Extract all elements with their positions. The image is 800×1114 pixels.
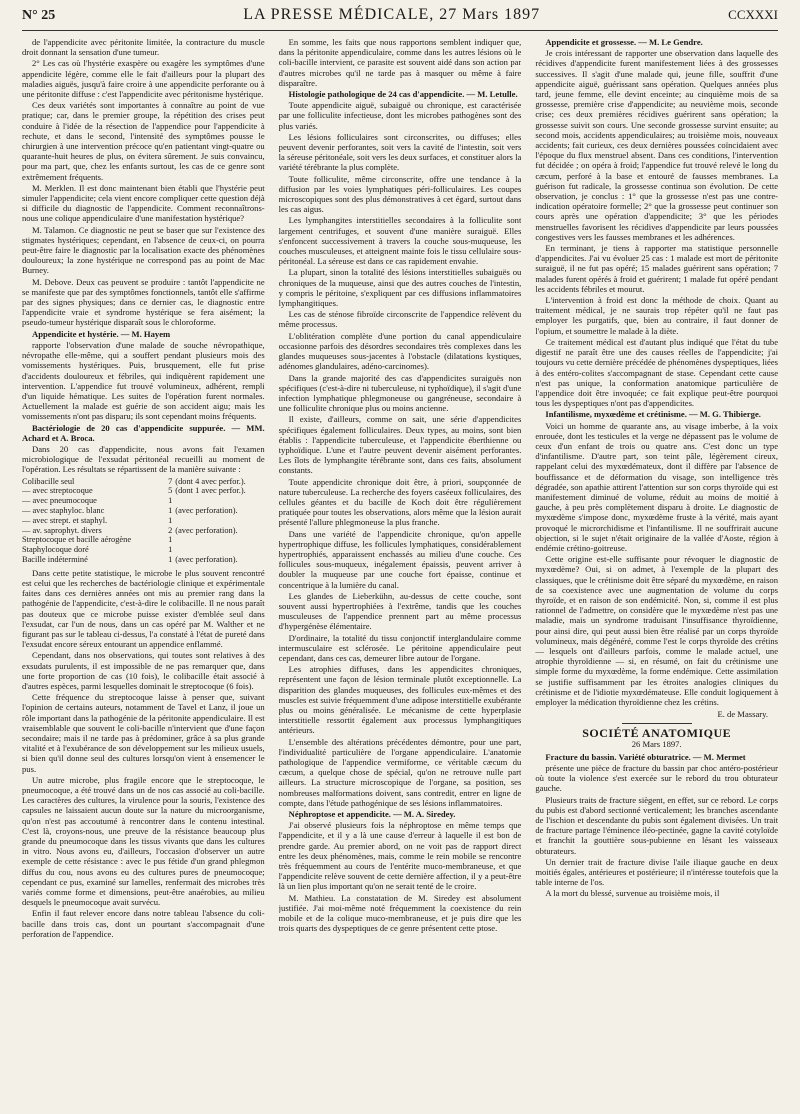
paragraph: Dans 20 cas d'appendicite, nous avons fait l'examen microbiologique de l'exsudat péritonéal recueilli au moment de l'opération. Les résultats se répartissent de la manière suivante : (22, 443, 265, 475)
paragraph-mathieu: M. Mathieu. La constatation de M. Siredey est absolument justifiée. J'ai moi-même noté fréquemment la coexistence du rein mobile et de la colique muco-membraneuse, et je puis dire que les trois quarts des dyspeptiques de ce genre présentent cette ptose. (278, 892, 522, 934)
paragraph: Un dernier trait de fracture divise l'aile iliaque gauche en deux moitiés égales, antérieures et postérieure; il n'intéresse toutefois que la table interne de l'os. (535, 856, 779, 888)
paragraph: Dans une variété de l'appendicite chronique, qu'on appelle hypertrophique diffuse, les follicules lymphatiques, considérablement hypertrophiés, apparaissent enchassés au milieu d'une couche. Ces follicules sous-muqueux, inégalement épaissis, peuvent arriver à doubler la muqueuse par une couche fort épaisse, continue et concentrique à la lumière du canal. (278, 528, 522, 590)
paragraph: Toute appendicite aiguë, subaiguë ou chronique, est caractérisée par une folliculite infectieuse, dont les microbes pathogènes sont des plus variés. (278, 100, 522, 131)
table-row (22, 496, 265, 506)
paragraph-merklen: M. Merklen. Il est donc maintenant bien établi que l'hystérie peut simuler l'appendicite; cela vient encore compliquer cette question déjà si difficile du diagnostic de l'appendicite. Comment reconnaîtrons-nous une colique appendiculaire d'une manifestation hystérique? (22, 182, 265, 224)
paragraph: Les glandes de Lieberkühn, au-dessus de cette couche, sont souvent aussi hypertrophiées à l'extrême, tandis que les couches musculeuses de l'appendice prennent part au même processus d'hypergénèse élémentaire. (278, 590, 522, 632)
stat-note: (dont 4 avec perfor.). (175, 476, 246, 486)
stat-count: 1 (168, 535, 173, 545)
paragraph-talamon: M. Talamon. Ce diagnostic ne peut se baser que sur l'existence des stigmates hystériques; cependant, en l'absence de ceux-ci, on pourra peut-être faire le diagnostic par la localisation exacte des phénomènes douloureux; la zone hystérique ne correspond pas au point de Mac Burney. (22, 224, 265, 276)
section-title: Histologie pathologique de 24 cas d'appendicite. — M. Letulle. (288, 89, 518, 100)
stat-count: 1 (168, 545, 173, 555)
statistics-table (22, 477, 265, 565)
society-heading: SOCIÉTÉ ANATOMIQUE (582, 726, 732, 741)
paragraph: Les lymphangites interstitielles secondaires à la folliculite sont largement centrifuges, et souvent d'une manière suraiguë. Elles s'enfoncent successivement à travers la couche sous-muqueuse, les couches musculeuses, et atteignent mainte fois le tissu cellulaire sous-péritonéal. La séreuse est dans ce cas rapidement envahie. (278, 215, 522, 267)
paragraph: Enfin il faut relever encore dans notre tableau l'absence du coli-bacille dans trois cas, dont un pourtant s'accompagnait d'une perforation de l'appendice. (22, 908, 265, 939)
stat-count: 2 (168, 525, 173, 535)
stat-count: 5 (168, 486, 173, 496)
paragraph: 2° Les cas où l'hystérie exaspère ou exagère les symptômes d'une appendicite légère, comme elle le fait d'ailleurs pour la plupart des maladies aiguës, jusqu'à faire croire à une appendicite perforante ou à une péritonite diffuse : c'est l'appendicite avec péritonisme hystérique. (22, 58, 265, 100)
stat-label: Streptocoque et bacille aérogène (22, 535, 132, 545)
paragraph: Cependant, dans nos observations, qui toutes sont relatives à des exsudats purulents, il est impossible de ne pas remarquer que, dans une forte proportion de cas (10 fois), le colibacille était associé à d'autres espèces, parmi lesquelles dominait le streptocoque (6 fois). (22, 650, 265, 691)
paragraph: En somme, les faits que nous rapportons semblent indiquer que, dans la péritonite appendiculaire, comme dans les autres lésions où le coli-bacille intervient, ce parasite est souvent aidé dans son action par d'autres microbes qu'il ne tarde pas à masquer ou même à faire disparaître. (278, 37, 522, 88)
paragraph: Il existe, d'ailleurs, comme on sait, une série d'appendicites spécifiques également folliculaires. Deux types, au moins, sont bien établis : l'appendicite tuberculeuse, et l'appendicite éberthienne ou typhoïdique. L'une et l'autre peuvent devenir aisément perforantes. Les îlots de lymphangite térébrante sont, dans ces faits, absolument constants. (278, 414, 522, 476)
table-row (22, 555, 265, 565)
paragraph: L'oblitération complète d'une portion du canal appendiculaire occasionne parfois des désordres secondaires très complexes dans les glandes muqueuses sous-jacentes à l'obstacle (dilatations kystiques, adénomes glandulaires, adéno-carcinomes). (278, 330, 522, 372)
stat-note: (avec perforation). (175, 525, 238, 535)
paragraph: La plupart, sinon la totalité des lésions interstitielles subaiguës ou chroniques de la muqueuse, ainsi que des autres couches de l'intestin, y compris le péritoine, s'expliquent par ces diffusions inflammatoires lymphangitiques. (278, 267, 522, 309)
stat-label: Colibacille seul (22, 476, 75, 486)
stat-note: (avec perforation). (175, 505, 238, 515)
paragraph: Ces deux variétés sont importantes à connaître au point de vue pratique; car, dans le premier groupe, la répétition des crises peut conduire à l'idée de la résection de l'appendice pour l'appendicite à rechute, et dans le second, l'intensité des symptômes pousse le chirurgien à une intervention précoce qu'en patientant vingt-quatre ou quarante-huit heures de plus, on évitera sûrement. Je suis convaincu, pour ma part, que, chez les enfants surtout, les cas de ce genre sont extrêmement fréquents. (22, 100, 265, 182)
table-row (22, 545, 265, 555)
paragraph: L'intervention à froid est donc la méthode de choix. Quant au traitement médical, je ne saurais trop répéter qu'il ne faut pas employer les purgatifs, que, bien au contraire, il faut donner de l'opium, et soumettre le malade à la diète. (535, 295, 779, 336)
stat-note (175, 535, 264, 545)
stat-note (175, 516, 264, 526)
paragraph: Un autre microbe, plus fragile encore que le streptocoque, le pneumocoque, a été trouvé dans un de nos cas associé au coli-bacille. Les caractères des cultures, la virulence pour la souris, l'existence des capsules ne laissaient aucun doute sur la nature du microorganisme, qu'on n'est pas accoutumé à rencontrer dans le contenu intestinal. C'est là, croyons-nous, une preuve de la résistance beaucoup plus grande du pneumocoque dans les tissus vivants que dans les cultures in vitro. Nous avons eu, d'ailleurs, l'occasion d'observer un autre exemple de cette résistance : avec le pus fétide d'un grand phlegmon diffus du cou, nous avons eu des cultures pures de pneumocoque; cependant ce pus, examiné sur lamelles, renfermait des microbes très variés comme forme et dimensions, peut-être anaérobies, au milieu desquels le pneumocoque avait survécu. (22, 774, 265, 908)
paragraph: Cette origine est-elle suffisante pour révoquer le diagnostic de myxœdème? Oui, si on admet, à l'exemple de la plupart des classiques, que le crétinisme doit être séparé du myxœdème, en raison de sa coexistence avec une augmentation de volume du corps thyroïde, et en raison de son endémicité. Non, si, comme il est plus rationnel de l'admettre, on considère que le myxœdème n'est pas une maladie, mais un syndrome traduisant l'insuffisance thyroïdienne, pour ainsi dire, qui peut aussi bien être réalisé par un corps thyroïde volumineux, mais dégénéré, comme l'est le corps thyroïde des crétins — lesquels ont d'ailleurs parfois, comme le malade actuel, une atrophie thyroïdienne — si, en résumé, on fait du crétinisme une simple forme du myxœdème, la forme endémique. Cette assimilation se justifie suffisamment par les étroites analogies cliniques du crétinisme et de l'idiotie myxœdémateuse. Elle conduit logiquement à employer la médication thyroïdienne chez les crétins. (535, 554, 779, 707)
stat-label: Bacille indéterminé (22, 554, 88, 564)
paragraph: Voici un homme de quarante ans, au visage imberbe, à la voix enrouée, dont les testicules et la verge ne dépassent pas le volume de ceux d'un enfant de trois ou quatre ans. C'est donc un type d'infantilisme. D'autre part, son teint pâle, légèrement cireux, rappelant celui des myxœdémateux, dont il diffère par l'absence de bouffissance et de déformation du visage, son intelligence très dégradée, son apathie attirent l'attention sur son corps thyroïde qui est manifestement diminué de volume, réduit au moins de moitié à gauche, à peu près complètement disparu à droite. Le diagnostic de myxœdème s'impose donc, myxœdème fruste à la vérité, mais ayant provoqué le microrchidisme et l'infantilisme. Il ne souffrirait aucune objection, si le sujet n'était originaire de la vallée d'Aoste, région à endémie crétino-goitreuse. (535, 420, 779, 553)
stat-count: 7 (168, 476, 173, 486)
paragraph: Je crois intéressant de rapporter une observation dans laquelle des récidives d'appendicite furent manifestement liées à des grossesses successives. Il s'agit d'une malade qui, jeune fille, souffrit d'une appendicite aiguë, guérissant sans opération. Quelques années plus tard, jeune femme, elle devint enceinte; au cinquième mois de sa grossesse, première crise d'appendicite; au neuvième mois, seconde crise; ces deux premières récidives guérirent sans opération; la grossesse suivit son cours. Une seconde grossesse survint ensuite; au second mois, accidents appendiculaires; au troisième mois, nouveaux accidents; fait curieux, ces deux dernières poussées coïncidaient avec l'époque du flux menstruel absent. Dans ces conditions, l'intervention fut décidée ; on opéra à froid; l'appendice fut trouvé relevé le long du cæcum, perforé à la base et entouré de fausses membranes. La guérison fut radicale, la grossesse continua son évolution. De cette observation, je conclus : 1° que la grossesse n'est pas une contre-indication opératoire formelle; 2° que la grossesse peut continuer son cours après une opération d'appendicite; 3° que les périodes menstruelles favorisent les récidives d'appendicite par leurs poussées congestives vers les fausses membranes et les adhérences. (535, 48, 779, 242)
stat-label: Staphylocoque doré (22, 545, 89, 555)
stat-note (175, 545, 264, 555)
paragraph: L'ensemble des altérations précédentes démontre, pour une part, l'individualité particulière de l'organe appendiculaire. L'anatomie pathologique de l'appendice vermiforme, ce véritable cæcum du cæcum, a quelque chose de spécial, qu'on ne retrouve nulle part ailleurs. La structure microscopique de l'organe, sa position, ses nombreuses malformations doivent, sans contredit, entrer en ligne de compte, dans l'étude pathogénique de ses lésions inflammatoires. (278, 736, 522, 808)
paragraph-debove: M. Debove. Deux cas peuvent se produire : tantôt l'appendicite ne se manifeste que par des symptômes fonctionnels, tantôt elle s'affirme par des signes physiques; dans ce dernier cas, le diagnostic entre l'appendicite vraie et syndrome hystérique se fera aisément; la pseudo-tumeur hystérique disparaît sous le chloroforme. (22, 276, 265, 328)
session-date: 26 Mars 1897. (631, 738, 682, 749)
paragraph: Ce traitement médical est d'autant plus indiqué que l'état du tube digestif ne paraît être une des causes réelles de l'appendicite; j'ai toujours vu cette dernière précédée de phénomènes dyspeptiques, liées à des entéro-colites s'accompagnant de stase. Cependant cette cause n'est pas unique, la conformation anatomique particulière de l'appendice doit être invoquée; ce fait explique peut-être pourquoi tous les dyspeptiques n'ont pas d'appendicites. (535, 336, 779, 409)
paragraph: de l'appendicite avec péritonite limitée, la contracture du muscle droit donnant la sensation d'une tumeur. (22, 37, 265, 58)
column-3 (535, 37, 778, 1107)
table-row (22, 486, 265, 496)
paragraph: Les cas de sténose fibroïde circonscrite de l'appendice relèvent du même processus. (278, 309, 522, 330)
stat-label: — avec pneumocoque (22, 496, 97, 506)
section-title: Fracture du bassin. Variété obturatrice. — M. Mermet (545, 751, 746, 762)
issue-number: N° 25 (22, 8, 56, 23)
paragraph: rapporte l'observation d'une malade de souche névropathique, névropathe elle-même, qui a souffert pendant plusieurs mois des vomissements hystériques. Puis, brusquement, elle fut prise d'accidents douloureux et fébriles, qui indiquèrent rapidement une intervention. L'appendice fut trouvé volumineux, adhérent, rempli d'un liquide hématique. Les suites de l'opération furent normales. Actuellement la malade est guérie de son accident aigu; mais les vomissements n'ont pas disparu; ils sont cependant moins fréquents. (22, 339, 265, 422)
columns (22, 37, 778, 1107)
stat-note (175, 496, 264, 506)
page-number: CCXXXI (728, 7, 778, 22)
stat-note: (dont 1 avec perfor.). (175, 486, 246, 496)
section-title: Appendicite et hystérie. — M. Hayem (32, 328, 171, 339)
section-title: Infantilisme, myxœdème et crétinisme. — M. G. Thibierge. (545, 409, 761, 420)
section-title: Appendicite et grossesse. — M. Le Gendre. (545, 37, 703, 47)
paragraph: Dans la grande majorité des cas d'appendicites suraiguës non spécifiques (c'est-à-dire ni tuberculeuse, ni typhoïdique), il s'agit d'une infection lymphatique phlegmoneuse ou gangréneuse, secondaire à une folliculite chronique plus ou moins ancienne. (278, 372, 522, 414)
divider (622, 723, 692, 724)
section-title: Néphroptose et appendicite. — M. A. Siredey. (288, 809, 456, 820)
page-header (22, 6, 778, 31)
paragraph: J'ai observé plusieurs fois la néphroptose en même temps que l'appendicite, et il y a là une cause d'erreur à laquelle il est bon de prendre garde. Au premier abord, on ne voit pas de rapport direct entre les deux phénomènes, mais, comme le rein mobile se rencontre très fréquemment au cours de l'entérite muco-membraneuse, et que l'appendicite relève souvent de cette dernière affection, il y a peut-être là un lien plus important qu'on ne serait tenté de le croire. (278, 820, 522, 892)
column-2 (279, 37, 522, 1107)
table-row (22, 506, 265, 516)
paragraph: Toute folliculite, même circonscrite, offre une tendance à la diffusion par les voies lymphatiques péri-folliculaires. Les coupes microscopiques sont des plus démonstratives à cet égard, surtout dans les cas aigus. (278, 173, 522, 215)
paragraph: En terminant, je tiens à rapporter ma statistique personnelle d'appendicites. J'ai vu évoluer 25 cas : 1 malade est mort de péritonite suraiguë, il ne fut pas opéré; 15 malades guérirent sans opération; 7 malades furent opérés à froid et guérirent; 1 malade fut opéré pendant les accidents fébriles et mourut. (535, 243, 779, 294)
journal-title: LA PRESSE MÉDICALE, 27 Mars 1897 (243, 6, 541, 23)
section-title: Bactériologie de 20 cas d'appendicite suppurée. — MM. Achard et A. Broca. (22, 422, 265, 443)
stat-count: 1 (168, 505, 173, 515)
stat-label: — avec strept. et staphyl. (22, 515, 108, 525)
table-row (22, 477, 265, 487)
column-1 (22, 37, 265, 1107)
stat-count: 1 (168, 554, 173, 564)
author-signature: E. de Massary. (717, 709, 769, 720)
paragraph: Toute appendicite chronique doit être, à priori, soupçonnée de nature tuberculeuse. La recherche des foyers caséeux folliculaires, des cellules géantes et du bacille de Koch doit être régulièrement pratiquée pour toutes les observations, alors même que la lésion aurait présenté l'allure phlegmoneuse la plus franche. (278, 476, 522, 528)
paragraph: A la mort du blessé, survenue au troisième mois, il (545, 888, 720, 899)
stat-label: — av. saprophyt. divers (22, 525, 102, 535)
paragraph: Cette fréquence du streptocoque laisse à penser que, suivant l'opinion de certains auteurs, notamment de Tavel et Lanz, il joue un rôle important dans la pathogénie de la péritonite appendiculaire. Il est vraisemblable que souvent le coli-bacille n'intervient que d'une façon secondaire; mais il ne tarde pas à prédominer, grâce à sa plus grande vitalité et à l'exubérance de son développement sur les milieux usuels, si bien qu'il donne seul des cultures lorsqu'on vient à ensemencer le pus. (22, 692, 265, 774)
table-row (22, 535, 265, 545)
stat-label: — avec streptocoque (22, 486, 93, 496)
paragraph: Plusieurs traits de fracture siègent, en effet, sur ce rebord. Le corps du pubis est d'abord sectionné verticalement; les branches ascendante de l'ischion et descendante du pubis sont également divisées. Un trait de fracture partage l'éminence iléo-pectinée, gagne la cavité cotyloïde et franchit la gouttière sous-pubienne en lésant les vaisseaux obturateurs. (535, 794, 779, 856)
paragraph: Dans cette petite statistique, le microbe le plus souvent rencontré est celui que les recherches de bactériologie clinique et expérimentale faites dans ces dernières années ont mis au premier rang dans la pathogénie de l'appendicite, c'est-à-dire le colibacille. Il ne nous paraît pas douteux que ce microbe puisse exister d'emblée seul dans l'exsudat, car l'un de nous, dans un cas opéré par M. Walther et ne figurant pas sur le tableau ci-dessus, l'a constaté à l'état de pureté dans l'exsudat encore séreux entourant un appendice enflammé. (22, 567, 265, 650)
table-row (22, 516, 265, 526)
paragraph: présente une pièce de fracture du bassin par choc antéro-postérieur où toute la violence s'est exercée sur le rebord du trou obturateur gauche. (535, 763, 779, 794)
stat-label: — avec staphyloc. blanc (22, 505, 105, 515)
paragraph: Les atrophies diffuses, dans les appendicites chroniques, représentent une façon de lésion terminale plutôt exceptionnelle. La disparition des glandes muqueuses, des follicules eux-mêmes et des muscles est suivie fréquemment d'une adipose interstitielle exubérante plus ou moins généralisée. Le mécanisme de cette hyperplasie interstitielle ressortit également aux processus lymphangitiques antérieurs. (278, 664, 522, 736)
stat-note: (avec perforation). (175, 554, 238, 564)
table-row (22, 526, 265, 536)
stat-count: 1 (168, 515, 173, 525)
paragraph: Les lésions folliculaires sont circonscrites, ou diffuses; elles peuvent devenir perforantes, soit vers la cavité de l'intestin, soit vers la séreuse péritonéale, soit vers les deux surfaces, et constituer alors la variété térébrante la plus complète. (278, 131, 522, 173)
stat-count: 1 (168, 496, 173, 506)
paragraph: D'ordinaire, la totalité du tissu conjonctif interglandulaire comme intermusculaire est sclérosée. Le péritoine appendiculaire peut cependant, dans ces cas, demeurer libre autour de l'organe. (278, 632, 522, 663)
